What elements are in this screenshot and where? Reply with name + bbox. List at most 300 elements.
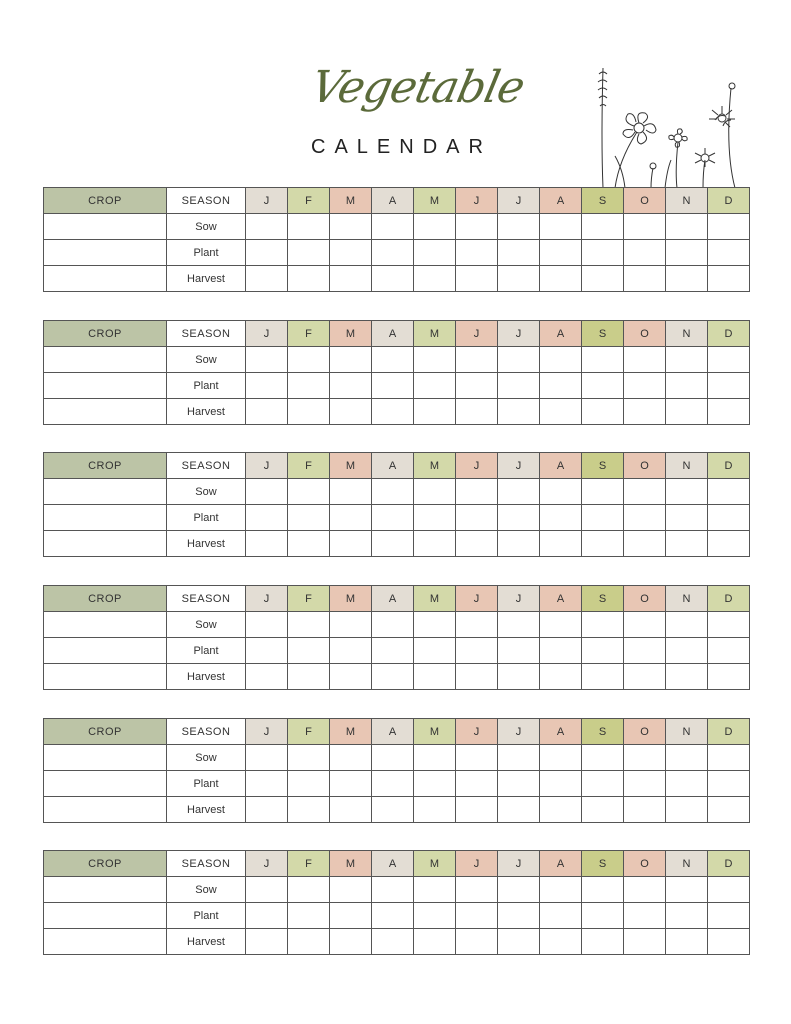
month-cell[interactable] bbox=[246, 612, 288, 638]
month-cell[interactable] bbox=[414, 214, 456, 240]
month-header: M bbox=[414, 851, 456, 877]
month-cell[interactable] bbox=[330, 240, 372, 266]
month-header: J bbox=[246, 719, 288, 745]
month-cell[interactable] bbox=[456, 479, 498, 505]
month-cell[interactable] bbox=[246, 929, 288, 955]
month-header: F bbox=[288, 851, 330, 877]
month-cell[interactable] bbox=[582, 664, 624, 690]
month-cell[interactable] bbox=[372, 638, 414, 664]
month-cell[interactable] bbox=[246, 347, 288, 373]
month-cell[interactable] bbox=[498, 505, 540, 531]
month-cell[interactable] bbox=[498, 664, 540, 690]
month-cell[interactable] bbox=[624, 903, 666, 929]
season-row bbox=[44, 638, 750, 664]
month-header: S bbox=[582, 188, 624, 214]
season-row bbox=[44, 214, 750, 240]
month-cell[interactable] bbox=[666, 664, 708, 690]
month-cell[interactable] bbox=[666, 373, 708, 399]
month-cell[interactable] bbox=[330, 373, 372, 399]
month-cell[interactable] bbox=[414, 771, 456, 797]
crop-name-cell[interactable] bbox=[44, 877, 167, 903]
month-cell[interactable] bbox=[582, 347, 624, 373]
month-cell[interactable] bbox=[456, 214, 498, 240]
month-header: A bbox=[540, 586, 582, 612]
month-cell[interactable] bbox=[330, 505, 372, 531]
month-cell[interactable] bbox=[330, 638, 372, 664]
month-cell[interactable] bbox=[498, 612, 540, 638]
month-cell[interactable] bbox=[330, 612, 372, 638]
month-cell[interactable] bbox=[288, 877, 330, 903]
month-cell[interactable] bbox=[288, 373, 330, 399]
month-cell[interactable] bbox=[498, 638, 540, 664]
month-cell[interactable] bbox=[666, 266, 708, 292]
month-cell[interactable] bbox=[330, 877, 372, 903]
month-cell[interactable] bbox=[708, 903, 750, 929]
month-cell[interactable] bbox=[666, 745, 708, 771]
month-cell[interactable] bbox=[708, 664, 750, 690]
month-cell[interactable] bbox=[246, 214, 288, 240]
crop-name-cell[interactable] bbox=[44, 929, 167, 955]
crop-name-cell[interactable] bbox=[44, 903, 167, 929]
crop-name-cell[interactable] bbox=[44, 771, 167, 797]
month-cell[interactable] bbox=[624, 664, 666, 690]
month-cell[interactable] bbox=[414, 266, 456, 292]
month-cell[interactable] bbox=[372, 612, 414, 638]
season-label: Harvest bbox=[167, 797, 246, 823]
month-cell[interactable] bbox=[330, 399, 372, 425]
month-cell[interactable] bbox=[372, 771, 414, 797]
month-cell[interactable] bbox=[330, 531, 372, 557]
month-cell[interactable] bbox=[498, 347, 540, 373]
month-header: O bbox=[624, 321, 666, 347]
month-cell[interactable] bbox=[330, 266, 372, 292]
crop-header: CROP bbox=[44, 453, 167, 479]
month-cell[interactable] bbox=[540, 745, 582, 771]
month-cell[interactable] bbox=[582, 399, 624, 425]
crop-name-cell[interactable] bbox=[44, 638, 167, 664]
season-row bbox=[44, 479, 750, 505]
month-cell[interactable] bbox=[246, 266, 288, 292]
crop-header: CROP bbox=[44, 719, 167, 745]
month-cell[interactable] bbox=[456, 399, 498, 425]
month-header: D bbox=[708, 188, 750, 214]
month-cell[interactable] bbox=[330, 903, 372, 929]
month-cell[interactable] bbox=[540, 505, 582, 531]
month-header: A bbox=[540, 321, 582, 347]
month-cell[interactable] bbox=[372, 531, 414, 557]
month-header: M bbox=[414, 586, 456, 612]
month-cell[interactable] bbox=[582, 797, 624, 823]
month-cell[interactable] bbox=[498, 771, 540, 797]
month-cell[interactable] bbox=[624, 797, 666, 823]
month-cell[interactable] bbox=[414, 479, 456, 505]
month-cell[interactable] bbox=[372, 266, 414, 292]
month-cell[interactable] bbox=[582, 531, 624, 557]
month-cell[interactable] bbox=[456, 745, 498, 771]
month-cell[interactable] bbox=[540, 479, 582, 505]
season-label: Harvest bbox=[167, 399, 246, 425]
crop-name-cell[interactable] bbox=[44, 399, 167, 425]
month-header: D bbox=[708, 453, 750, 479]
month-cell[interactable] bbox=[498, 214, 540, 240]
month-cell[interactable] bbox=[540, 373, 582, 399]
month-cell[interactable] bbox=[624, 347, 666, 373]
month-header: M bbox=[414, 719, 456, 745]
season-row bbox=[44, 373, 750, 399]
month-header: M bbox=[330, 586, 372, 612]
season-label: Sow bbox=[167, 214, 246, 240]
month-cell[interactable] bbox=[246, 638, 288, 664]
month-cell[interactable] bbox=[456, 877, 498, 903]
month-cell[interactable] bbox=[624, 771, 666, 797]
month-cell[interactable] bbox=[624, 479, 666, 505]
month-cell[interactable] bbox=[498, 399, 540, 425]
month-cell[interactable] bbox=[330, 214, 372, 240]
month-cell[interactable] bbox=[582, 612, 624, 638]
season-label: Plant bbox=[167, 373, 246, 399]
month-cell[interactable] bbox=[582, 240, 624, 266]
month-cell[interactable] bbox=[246, 240, 288, 266]
month-cell[interactable] bbox=[708, 531, 750, 557]
month-cell[interactable] bbox=[330, 929, 372, 955]
month-cell[interactable] bbox=[582, 929, 624, 955]
month-cell[interactable] bbox=[288, 505, 330, 531]
month-header: S bbox=[582, 321, 624, 347]
month-cell[interactable] bbox=[456, 347, 498, 373]
crop-calendar-block bbox=[43, 320, 750, 425]
month-header: F bbox=[288, 188, 330, 214]
month-cell[interactable] bbox=[624, 214, 666, 240]
crop-name-cell[interactable] bbox=[44, 266, 167, 292]
month-cell[interactable] bbox=[330, 664, 372, 690]
month-cell[interactable] bbox=[708, 797, 750, 823]
month-cell[interactable] bbox=[624, 266, 666, 292]
month-cell[interactable] bbox=[708, 929, 750, 955]
month-cell[interactable] bbox=[372, 214, 414, 240]
month-cell[interactable] bbox=[288, 479, 330, 505]
month-cell[interactable] bbox=[372, 929, 414, 955]
month-cell[interactable] bbox=[582, 479, 624, 505]
month-cell[interactable] bbox=[540, 771, 582, 797]
month-header: J bbox=[456, 719, 498, 745]
month-cell[interactable] bbox=[708, 240, 750, 266]
month-cell[interactable] bbox=[624, 638, 666, 664]
month-cell[interactable] bbox=[246, 745, 288, 771]
month-cell[interactable] bbox=[540, 612, 582, 638]
month-cell[interactable] bbox=[582, 505, 624, 531]
month-cell[interactable] bbox=[288, 240, 330, 266]
month-cell[interactable] bbox=[666, 240, 708, 266]
month-cell[interactable] bbox=[666, 347, 708, 373]
month-header: A bbox=[540, 453, 582, 479]
month-cell[interactable] bbox=[666, 531, 708, 557]
month-cell[interactable] bbox=[414, 797, 456, 823]
month-cell[interactable] bbox=[666, 903, 708, 929]
month-cell[interactable] bbox=[288, 612, 330, 638]
crop-name-cell[interactable] bbox=[44, 214, 167, 240]
month-cell[interactable] bbox=[540, 903, 582, 929]
month-cell[interactable] bbox=[288, 797, 330, 823]
month-cell[interactable] bbox=[624, 745, 666, 771]
month-cell[interactable] bbox=[540, 929, 582, 955]
month-cell[interactable] bbox=[414, 373, 456, 399]
month-header: J bbox=[246, 321, 288, 347]
month-header: O bbox=[624, 188, 666, 214]
month-cell[interactable] bbox=[246, 505, 288, 531]
month-cell[interactable] bbox=[372, 745, 414, 771]
month-cell[interactable] bbox=[624, 505, 666, 531]
month-cell[interactable] bbox=[330, 771, 372, 797]
month-cell[interactable] bbox=[414, 745, 456, 771]
month-cell[interactable] bbox=[708, 347, 750, 373]
month-cell[interactable] bbox=[456, 266, 498, 292]
month-header: O bbox=[624, 586, 666, 612]
crop-name-cell[interactable] bbox=[44, 664, 167, 690]
month-cell[interactable] bbox=[372, 240, 414, 266]
month-cell[interactable] bbox=[288, 347, 330, 373]
month-cell[interactable] bbox=[246, 664, 288, 690]
month-cell[interactable] bbox=[246, 877, 288, 903]
month-cell[interactable] bbox=[498, 240, 540, 266]
month-cell[interactable] bbox=[414, 505, 456, 531]
month-cell[interactable] bbox=[666, 797, 708, 823]
month-cell[interactable] bbox=[372, 664, 414, 690]
season-label: Harvest bbox=[167, 929, 246, 955]
month-header: J bbox=[246, 586, 288, 612]
month-cell[interactable] bbox=[246, 479, 288, 505]
header-row bbox=[44, 719, 750, 745]
month-cell[interactable] bbox=[372, 399, 414, 425]
month-header: S bbox=[582, 586, 624, 612]
month-header: D bbox=[708, 321, 750, 347]
crop-name-cell[interactable] bbox=[44, 373, 167, 399]
month-cell[interactable] bbox=[540, 797, 582, 823]
month-cell[interactable] bbox=[666, 479, 708, 505]
month-header: A bbox=[540, 188, 582, 214]
month-cell[interactable] bbox=[456, 929, 498, 955]
month-cell[interactable] bbox=[288, 745, 330, 771]
season-header: SEASON bbox=[167, 719, 246, 745]
crop-name-cell[interactable] bbox=[44, 612, 167, 638]
month-cell[interactable] bbox=[498, 903, 540, 929]
crop-calendar-block bbox=[43, 187, 750, 292]
month-cell[interactable] bbox=[288, 214, 330, 240]
month-cell[interactable] bbox=[498, 531, 540, 557]
crop-name-cell[interactable] bbox=[44, 347, 167, 373]
month-header: M bbox=[330, 453, 372, 479]
header-row bbox=[44, 586, 750, 612]
month-header: N bbox=[666, 719, 708, 745]
month-cell[interactable] bbox=[456, 240, 498, 266]
month-cell[interactable] bbox=[456, 531, 498, 557]
crop-header: CROP bbox=[44, 188, 167, 214]
month-cell[interactable] bbox=[498, 877, 540, 903]
month-cell[interactable] bbox=[456, 373, 498, 399]
month-header: N bbox=[666, 321, 708, 347]
month-cell[interactable] bbox=[498, 373, 540, 399]
month-cell[interactable] bbox=[246, 903, 288, 929]
month-cell[interactable] bbox=[708, 214, 750, 240]
month-cell[interactable] bbox=[624, 373, 666, 399]
month-cell[interactable] bbox=[708, 771, 750, 797]
month-cell[interactable] bbox=[288, 638, 330, 664]
month-header: A bbox=[372, 719, 414, 745]
month-cell[interactable] bbox=[414, 877, 456, 903]
month-cell[interactable] bbox=[582, 638, 624, 664]
season-header: SEASON bbox=[167, 321, 246, 347]
month-cell[interactable] bbox=[540, 877, 582, 903]
month-cell[interactable] bbox=[288, 531, 330, 557]
month-cell[interactable] bbox=[414, 664, 456, 690]
month-header: A bbox=[372, 851, 414, 877]
month-cell[interactable] bbox=[624, 399, 666, 425]
month-cell[interactable] bbox=[414, 531, 456, 557]
month-header: J bbox=[498, 851, 540, 877]
month-cell[interactable] bbox=[414, 240, 456, 266]
month-cell[interactable] bbox=[498, 797, 540, 823]
month-cell[interactable] bbox=[540, 214, 582, 240]
month-cell[interactable] bbox=[288, 929, 330, 955]
month-cell[interactable] bbox=[708, 505, 750, 531]
month-header: J bbox=[498, 453, 540, 479]
month-cell[interactable] bbox=[498, 479, 540, 505]
crop-calendar-block bbox=[43, 718, 750, 823]
month-cell[interactable] bbox=[666, 214, 708, 240]
month-cell[interactable] bbox=[666, 505, 708, 531]
month-cell[interactable] bbox=[540, 240, 582, 266]
month-cell[interactable] bbox=[288, 903, 330, 929]
month-cell[interactable] bbox=[372, 479, 414, 505]
month-cell[interactable] bbox=[582, 373, 624, 399]
month-cell[interactable] bbox=[246, 373, 288, 399]
month-cell[interactable] bbox=[666, 771, 708, 797]
season-row bbox=[44, 771, 750, 797]
month-cell[interactable] bbox=[708, 745, 750, 771]
month-cell[interactable] bbox=[582, 745, 624, 771]
month-cell[interactable] bbox=[624, 240, 666, 266]
crop-calendar-block bbox=[43, 850, 750, 955]
month-header: A bbox=[372, 321, 414, 347]
month-cell[interactable] bbox=[414, 612, 456, 638]
month-cell[interactable] bbox=[330, 745, 372, 771]
month-cell[interactable] bbox=[498, 929, 540, 955]
month-cell[interactable] bbox=[456, 797, 498, 823]
month-header: A bbox=[540, 851, 582, 877]
month-header: S bbox=[582, 851, 624, 877]
month-cell[interactable] bbox=[708, 266, 750, 292]
month-header: J bbox=[498, 188, 540, 214]
month-header: M bbox=[330, 321, 372, 347]
crop-calendar-block bbox=[43, 585, 750, 690]
month-cell[interactable] bbox=[372, 373, 414, 399]
month-cell[interactable] bbox=[708, 373, 750, 399]
month-header: A bbox=[372, 453, 414, 479]
month-cell[interactable] bbox=[540, 347, 582, 373]
month-cell[interactable] bbox=[582, 266, 624, 292]
month-cell[interactable] bbox=[456, 664, 498, 690]
season-label: Sow bbox=[167, 479, 246, 505]
month-cell[interactable] bbox=[666, 929, 708, 955]
month-cell[interactable] bbox=[456, 903, 498, 929]
month-cell[interactable] bbox=[498, 266, 540, 292]
month-cell[interactable] bbox=[456, 771, 498, 797]
season-label: Harvest bbox=[167, 266, 246, 292]
month-cell[interactable] bbox=[414, 399, 456, 425]
month-header: A bbox=[372, 586, 414, 612]
month-cell[interactable] bbox=[372, 797, 414, 823]
month-cell[interactable] bbox=[708, 399, 750, 425]
month-cell[interactable] bbox=[582, 214, 624, 240]
month-cell[interactable] bbox=[624, 612, 666, 638]
month-cell[interactable] bbox=[330, 347, 372, 373]
crop-name-cell[interactable] bbox=[44, 745, 167, 771]
month-cell[interactable] bbox=[414, 903, 456, 929]
month-cell[interactable] bbox=[540, 399, 582, 425]
month-cell[interactable] bbox=[372, 903, 414, 929]
crop-name-cell[interactable] bbox=[44, 797, 167, 823]
month-header: N bbox=[666, 586, 708, 612]
month-cell[interactable] bbox=[582, 877, 624, 903]
month-cell[interactable] bbox=[666, 612, 708, 638]
month-cell[interactable] bbox=[456, 505, 498, 531]
month-cell[interactable] bbox=[288, 664, 330, 690]
month-cell[interactable] bbox=[540, 664, 582, 690]
month-cell[interactable] bbox=[372, 347, 414, 373]
month-cell[interactable] bbox=[288, 399, 330, 425]
month-cell[interactable] bbox=[666, 877, 708, 903]
month-cell[interactable] bbox=[414, 929, 456, 955]
month-cell[interactable] bbox=[708, 638, 750, 664]
month-cell[interactable] bbox=[540, 266, 582, 292]
crop-name-cell[interactable] bbox=[44, 240, 167, 266]
month-header: J bbox=[498, 586, 540, 612]
month-cell[interactable] bbox=[708, 877, 750, 903]
month-cell[interactable] bbox=[624, 531, 666, 557]
month-cell[interactable] bbox=[666, 399, 708, 425]
month-cell[interactable] bbox=[498, 745, 540, 771]
month-cell[interactable] bbox=[372, 505, 414, 531]
month-cell[interactable] bbox=[540, 531, 582, 557]
month-cell[interactable] bbox=[456, 638, 498, 664]
month-cell[interactable] bbox=[414, 347, 456, 373]
season-label: Harvest bbox=[167, 664, 246, 690]
month-cell[interactable] bbox=[372, 877, 414, 903]
month-cell[interactable] bbox=[456, 612, 498, 638]
crop-name-cell[interactable] bbox=[44, 505, 167, 531]
month-cell[interactable] bbox=[246, 771, 288, 797]
month-cell[interactable] bbox=[540, 638, 582, 664]
month-cell[interactable] bbox=[708, 479, 750, 505]
month-cell[interactable] bbox=[624, 877, 666, 903]
month-cell[interactable] bbox=[330, 479, 372, 505]
month-cell[interactable] bbox=[246, 399, 288, 425]
crop-name-cell[interactable] bbox=[44, 531, 167, 557]
month-cell[interactable] bbox=[708, 612, 750, 638]
month-cell[interactable] bbox=[246, 531, 288, 557]
month-cell[interactable] bbox=[582, 771, 624, 797]
month-cell[interactable] bbox=[330, 797, 372, 823]
crop-name-cell[interactable] bbox=[44, 479, 167, 505]
month-cell[interactable] bbox=[666, 638, 708, 664]
month-cell[interactable] bbox=[414, 638, 456, 664]
month-cell[interactable] bbox=[582, 903, 624, 929]
month-cell[interactable] bbox=[246, 797, 288, 823]
month-cell[interactable] bbox=[288, 771, 330, 797]
season-label: Plant bbox=[167, 903, 246, 929]
month-cell[interactable] bbox=[624, 929, 666, 955]
month-cell[interactable] bbox=[288, 266, 330, 292]
season-label: Sow bbox=[167, 347, 246, 373]
